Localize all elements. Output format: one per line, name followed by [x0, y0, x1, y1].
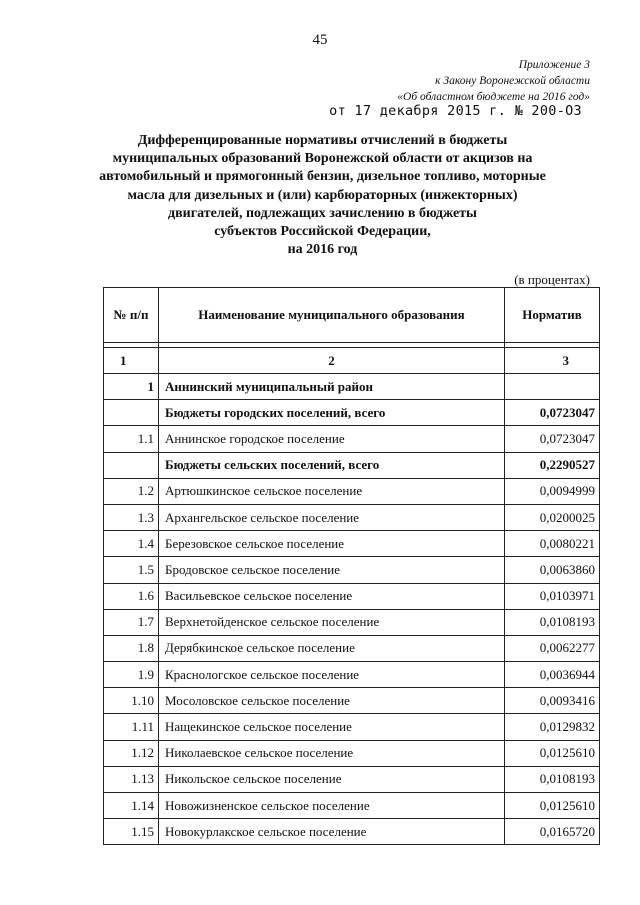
table-row: [104, 609, 600, 635]
row-name: Мосоловское сельское поселение: [159, 688, 505, 714]
table-row: [104, 583, 600, 609]
document-title: [90, 132, 555, 259]
column-number: 1: [104, 348, 159, 374]
table-row: [104, 819, 600, 845]
row-name: Бродовское сельское поселение: [159, 557, 505, 583]
header-num: № п/п: [104, 288, 159, 343]
row-value: 0,0063860: [505, 557, 600, 583]
table-row: [104, 688, 600, 714]
row-name: Васильевское сельское поселение: [159, 583, 505, 609]
unit-note: (в процентах): [514, 272, 590, 287]
row-value: 0,0200025: [505, 504, 600, 530]
row-name: Верхнетойденское сельское поселение: [159, 609, 505, 635]
table-row: [104, 504, 600, 530]
row-value: 0,0108193: [505, 766, 600, 792]
header-value: Норматив: [505, 288, 600, 343]
table-row: [104, 478, 600, 504]
header-name: Наименование муниципального образования: [159, 288, 505, 343]
row-number: 1.3: [104, 504, 159, 530]
row-number: 1.10: [104, 688, 159, 714]
title-line-5: двигателей, подлежащих зачислению в бюджеты: [168, 205, 477, 221]
row-value: 0,0165720: [505, 819, 600, 845]
row-name: Аннинский муниципальный район: [159, 374, 505, 400]
table-row: [104, 662, 600, 688]
title-line-2: муниципальных образований Воронежской области от акцизов на: [112, 151, 533, 167]
row-name: Бюджеты сельских поселений, всего: [159, 452, 505, 478]
row-value: 0,2290527: [505, 452, 600, 478]
row-number: [104, 400, 159, 426]
table-row: [104, 740, 600, 766]
table-row: [104, 400, 600, 426]
appendix-line-1: Приложение 3: [518, 59, 590, 71]
row-value: 0,0036944: [505, 662, 600, 688]
title-line-6: субъектов Российской Федерации,: [214, 224, 431, 240]
row-number: 1.2: [104, 478, 159, 504]
normatives-table: [103, 287, 600, 845]
table-row: [104, 452, 600, 478]
row-value: [505, 374, 600, 400]
table-row: [104, 793, 600, 819]
title-line-7: на 2016 год: [287, 242, 358, 258]
title-line-1: Дифференцированные нормативы отчислений в бюджеты: [137, 133, 508, 148]
row-number: 1: [104, 374, 159, 400]
row-value: 0,0062277: [505, 635, 600, 661]
table-row: [104, 766, 600, 792]
row-name: Артюшкинское сельское поселение: [159, 478, 505, 504]
row-number: 1.11: [104, 714, 159, 740]
row-name: Дерябкинское сельское поселение: [159, 635, 505, 661]
row-number: 1.7: [104, 609, 159, 635]
row-number: 1.8: [104, 635, 159, 661]
row-number: 1.6: [104, 583, 159, 609]
row-number: [104, 452, 159, 478]
title-line-3: автомобильный и прямогонный бензин, дизельное топливо, моторные: [99, 169, 546, 185]
appendix-line-2: к Закону Воронежской области: [435, 75, 590, 87]
row-name: Новожизненское сельское поселение: [159, 793, 505, 819]
row-number: 1.1: [104, 426, 159, 452]
row-number: 1.13: [104, 766, 159, 792]
table-row: [104, 635, 600, 661]
row-number: 1.4: [104, 531, 159, 557]
row-value: 0,0108193: [505, 609, 600, 635]
appendix-header: [397, 57, 590, 105]
table-row: [104, 426, 600, 452]
row-value: 0,0723047: [505, 426, 600, 452]
row-number: 1.14: [104, 793, 159, 819]
row-name: Николаевское сельское поселение: [159, 740, 505, 766]
row-number: 1.12: [104, 740, 159, 766]
column-number-row: [104, 348, 600, 374]
row-name: Никольское сельское поселение: [159, 766, 505, 792]
table-row: [104, 374, 600, 400]
row-name: Аннинское городское поселение: [159, 426, 505, 452]
column-number: 3: [505, 348, 600, 374]
row-name: Бюджеты городских поселений, всего: [159, 400, 505, 426]
row-number: 1.9: [104, 662, 159, 688]
title-line-4: масла для дизельных и (или) карбюраторных (инжекторных): [127, 187, 518, 203]
row-value: 0,0080221: [505, 531, 600, 557]
page-number: 45: [312, 32, 328, 48]
row-name: Нащекинское сельское поселение: [159, 714, 505, 740]
column-number: 2: [159, 348, 505, 374]
table-row: [104, 557, 600, 583]
row-value: 0,0129832: [505, 714, 600, 740]
table-header-row: [104, 288, 600, 343]
row-name: Краснологское сельское поселение: [159, 662, 505, 688]
table-row: [104, 714, 600, 740]
row-value: 0,0093416: [505, 688, 600, 714]
row-name: Березовское сельское поселение: [159, 531, 505, 557]
table-row: [104, 531, 600, 557]
row-name: Архангельское сельское поселение: [159, 504, 505, 530]
row-value: 0,0094999: [505, 478, 600, 504]
row-value: 0,0723047: [505, 400, 600, 426]
row-value: 0,0103971: [505, 583, 600, 609]
law-date-stamp: от 17 декабря 2015 г. № 200-ОЗ: [329, 103, 582, 119]
row-value: 0,0125610: [505, 740, 600, 766]
row-number: 1.15: [104, 819, 159, 845]
appendix-line-3: «Об областном бюджете на 2016 год»: [397, 91, 590, 103]
row-number: 1.5: [104, 557, 159, 583]
row-value: 0,0125610: [505, 793, 600, 819]
row-name: Новокурлакское сельское поселение: [159, 819, 505, 845]
table-body: [104, 374, 600, 845]
